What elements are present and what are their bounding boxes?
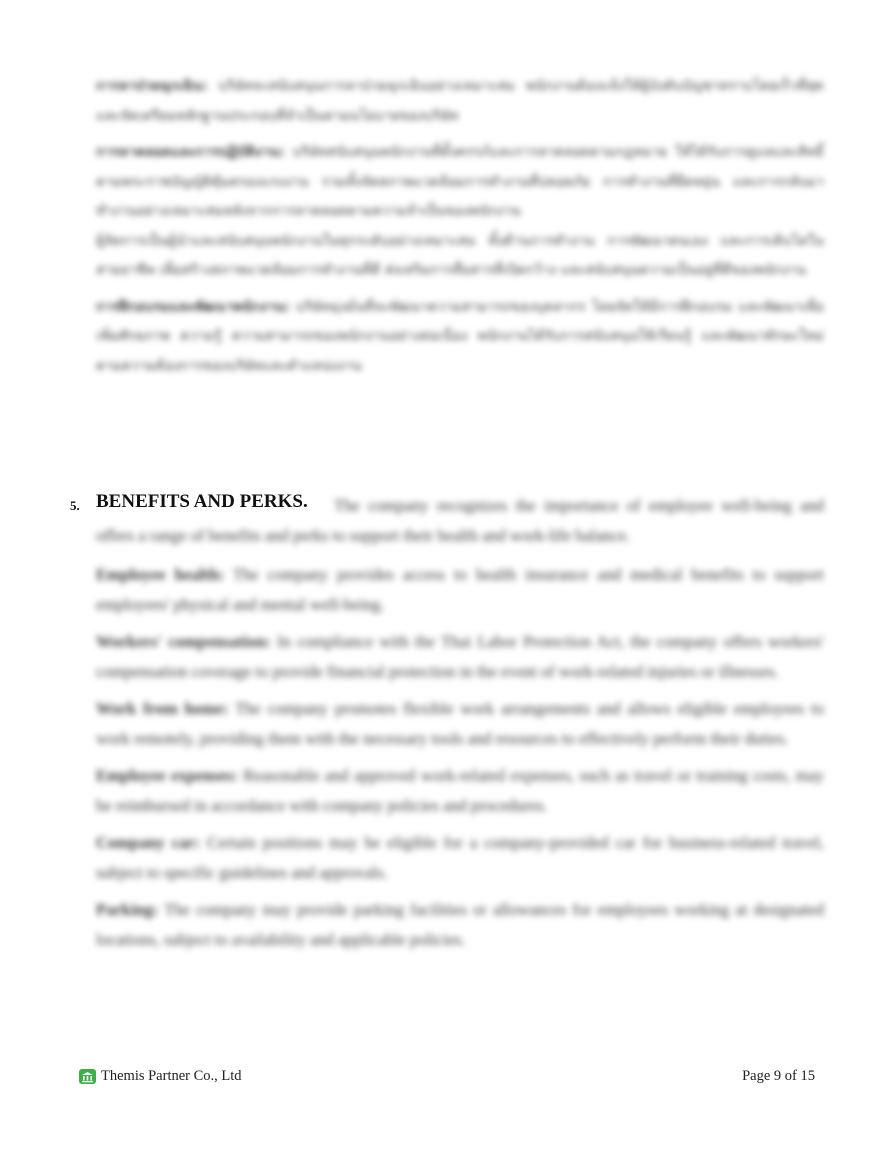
thai-paragraph-lead: การลาคลอดและการปฏิบัติงาน:	[96, 144, 285, 160]
company-name: Themis Partner Co., Ltd	[101, 1068, 242, 1084]
benefit-label: Employee expenses:	[96, 766, 238, 785]
benefit-item	[96, 694, 824, 754]
benefit-text: Certain positions may be eligible for a company-provided car for business-related travel, subject to specific guidelines and approvals.	[96, 833, 825, 882]
page-number: Page 9 of 15	[742, 1068, 815, 1084]
benefit-label: Workers' compensation:	[96, 632, 271, 651]
thai-paragraph-2	[96, 138, 824, 227]
thai-paragraph-lead: การลาป่วยฉุกเฉิน:	[96, 78, 208, 94]
benefit-label: Work from home:	[96, 699, 229, 718]
thai-paragraph-4	[96, 293, 824, 382]
benefit-text: In compliance with the Thai Labor Protection Act, the company offers workers' compensation coverage to provide financial protection in the event of work-related injuries or illnesses.	[96, 632, 825, 681]
benefit-item	[96, 761, 824, 821]
benefit-text: The company provides access to health insurance and medical benefits to support employees' physical and mental well-being.	[96, 565, 825, 614]
benefit-item	[96, 828, 824, 888]
footer-company	[79, 1068, 242, 1085]
thai-paragraph-lead: การฝึกอบรมและพัฒนาพนักงาน:	[96, 298, 290, 315]
section-number: 5.	[70, 498, 80, 513]
thai-paragraph-text: บริษัทมุ่งมั่นที่จะพัฒนาความสามารถของบุคลากร โดยจัดให้มีการฝึกอบรม และพัฒนาเพื่อเพิ่มศักยภาพ ความรู้ ความสามารถของพนักงานอย่างต่อเนื่อง พนักงานได้รับการสนับสนุนให้เรียนรู้ และพัฒนาทักษะใหม่ตามความต้องการของบริษัทและตำแหน่งงาน	[96, 298, 824, 374]
benefit-item	[96, 560, 824, 620]
thai-paragraph-text: บริษัทจะสนับสนุนการลาป่วยฉุกเฉินอย่างเหมาะสม พนักงานต้องแจ้งให้ผู้บังคับบัญชาทราบโดยเร็วที่สุด และจัดเตรียมหลักฐานประกอบที่จำเป็นตามนโยบายของบริษัท	[96, 78, 824, 124]
thai-paragraph-text: บริษัทสนับสนุนพนักงานที่ตั้งครรภ์และการลาคลอดตามกฎหมาย ให้ได้รับการดูแลและสิทธิ์ตามพระราชบัญญัติคุ้มครองแรงงาน รวมทั้งจัดสภาพแวดล้อมการทำงานที่ปลอดภัย การทำงานที่ยืดหยุ่น และการกลับมาทำงานอย่างเหมาะสมหลังจากการลาคลอดตามความจำเป็นของพนักงาน	[96, 144, 824, 219]
section-lead-text: The company recognizes the importance of employee well-being and offers a range of benefits and perks to support their health and work-life balance.	[96, 496, 824, 545]
benefit-item	[96, 895, 824, 955]
benefit-label: Company car:	[96, 833, 201, 852]
benefit-text: The company may provide parking facilities or allowances for employees working at designated locations, subject to availability and applicable policies.	[96, 900, 825, 949]
benefit-label: Employee health:	[96, 565, 225, 584]
benefit-label: Parking:	[96, 900, 159, 919]
thai-paragraph-3	[96, 227, 824, 286]
benefit-text: The company promotes flexible work arrangements and allows eligible employees to work remotely, providing them with the necessary tools and resources to effectively perform their duties.	[96, 699, 825, 748]
page-footer	[79, 1068, 815, 1090]
benefits-list	[96, 560, 824, 962]
thai-paragraph-1	[96, 72, 824, 131]
section-title: BENEFITS AND PERKS.	[96, 491, 308, 512]
benefit-item	[96, 627, 824, 687]
thai-section	[96, 72, 824, 388]
benefit-text: Reasonable and approved work-related expenses, such as travel or training costs, may be reimbursed in accordance with company policies and procedures.	[96, 766, 824, 815]
thai-paragraph-text: ผู้จัดการเป็นผู้นำและสนับสนุนพนักงานในทุกระดับอย่างเหมาะสม ทั้งด้านการทำงาน การพัฒนาตนเอง และการเติบโตในสายอาชีพ เพื่อสร้างสภาพแวดล้อมการทำงานที่ดี ส่งเสริมการสื่อสารที่เปิดกว้าง และสนับสนุนความเป็นอยู่ที่ดีของพนักงาน	[96, 232, 824, 278]
bank-building-icon	[79, 1069, 96, 1084]
